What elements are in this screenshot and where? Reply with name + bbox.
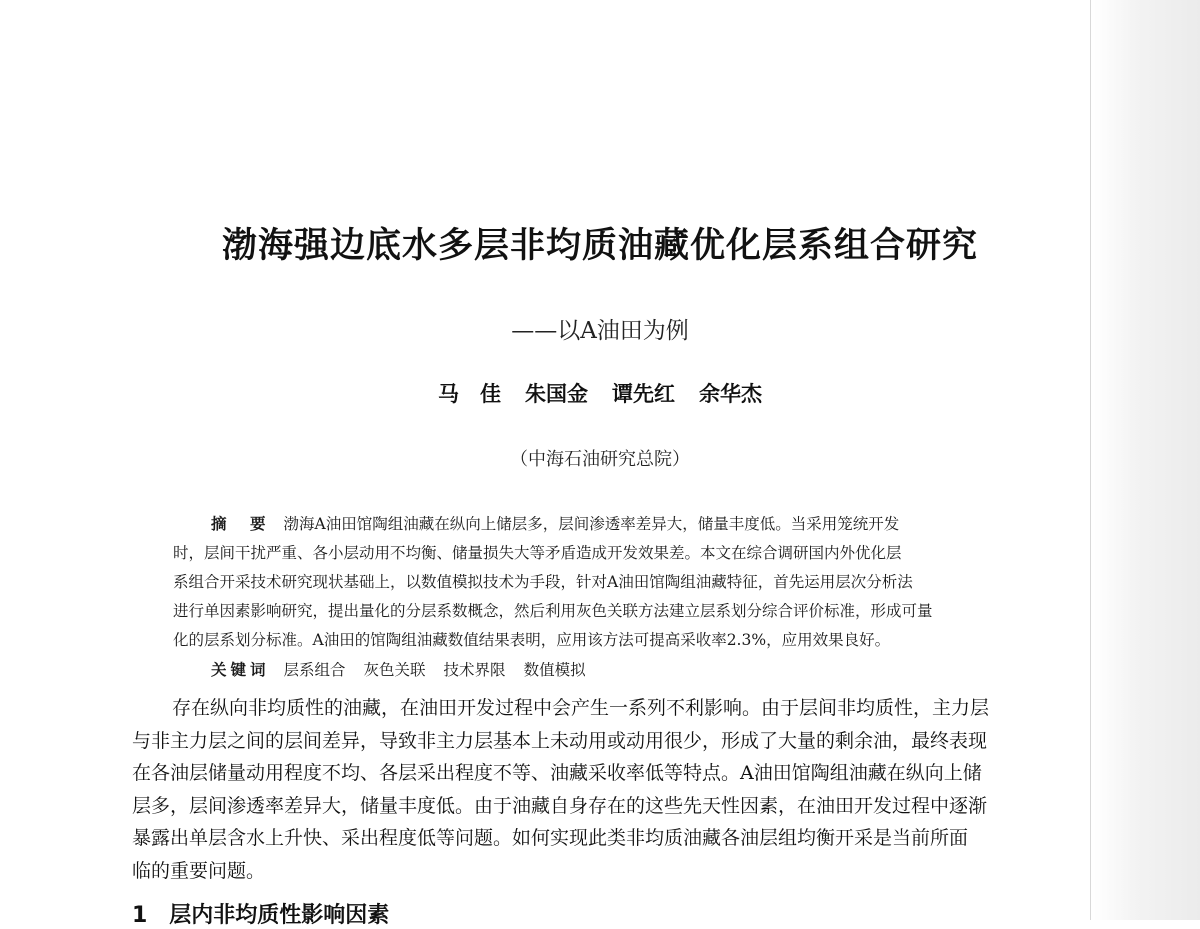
body-line: 与非主力层之间的层间差异，导致非主力层基本上未动用或动用很少，形成了大量的剩余油，最终表现 xyxy=(132,729,988,752)
author-name: 余华杰 xyxy=(699,381,762,406)
keyword: 层系组合 xyxy=(283,661,346,679)
paper-subtitle: ——以A油田为例 xyxy=(511,318,689,344)
author-list xyxy=(0,378,1200,408)
abstract-line: 进行单因素影响研究，提出量化的分层系数概念，然后利用灰色关联方法建立层系划分综合评价标准，形成可量 xyxy=(173,602,933,620)
paper-title: 渤海强边底水多层非均质油藏优化层系组合研究 xyxy=(221,226,978,266)
abstract-line: 时，层间干扰严重、各小层动用不均衡、储量损失大等矛盾造成开发效果差。本文在综合调研国内外优化层 xyxy=(173,544,902,562)
body-line: 临的重要问题。 xyxy=(132,859,266,882)
section-heading: 1 层内非均质性影响因素 xyxy=(132,903,390,928)
author-name: 朱国金 xyxy=(525,381,588,406)
keywords-line xyxy=(173,655,1033,685)
author-name: 马 佳 xyxy=(438,381,501,406)
keyword: 技术界限 xyxy=(443,661,506,679)
author-name: 谭先红 xyxy=(612,381,675,406)
keywords-label: 关键词 xyxy=(211,660,270,679)
abstract-line: 化的层系划分标准。A油田的馆陶组油藏数值结果表明，应用该方法可提高采收率2.3%，应用效果良好。 xyxy=(173,631,891,649)
body-line: 存在纵向非均质性的油藏，在油田开发过程中会产生一系列不利影响。由于层间非均质性，主力层 xyxy=(172,697,990,719)
abstract-line: 系组合开采技术研究现状基础上，以数值模拟技术为手段，针对A油田馆陶组油藏特征，首先运用层次分析法 xyxy=(173,573,913,591)
body-paragraph xyxy=(132,692,1080,887)
abstract-label: 摘 要 xyxy=(211,514,270,533)
keyword: 灰色关联 xyxy=(363,661,426,679)
body-line: 暴露出单层含水上升快、采出程度低等问题。如何实现此类非均质油藏各油层组均衡开采是当前所面 xyxy=(132,827,969,849)
abstract-line xyxy=(173,509,1033,539)
abstract-text: 渤海A油田馆陶组油藏在纵向上储层多，层间渗透率差异大，储量丰度低。当采用笼统开发 xyxy=(283,515,900,533)
body-line: 在各油层储量动用程度不均、各层采出程度不等、油藏采收率低等特点。A油田馆陶组油藏在纵向上储 xyxy=(132,762,982,784)
keyword: 数值模拟 xyxy=(523,661,586,679)
author-affiliation: （中海石油研究总院） xyxy=(510,449,690,470)
body-line: 层多，层间渗透率差异大，储量丰度低。由于油藏自身存在的这些先天性因素，在油田开发过程中逐渐 xyxy=(132,794,988,817)
abstract-block xyxy=(173,509,1033,685)
